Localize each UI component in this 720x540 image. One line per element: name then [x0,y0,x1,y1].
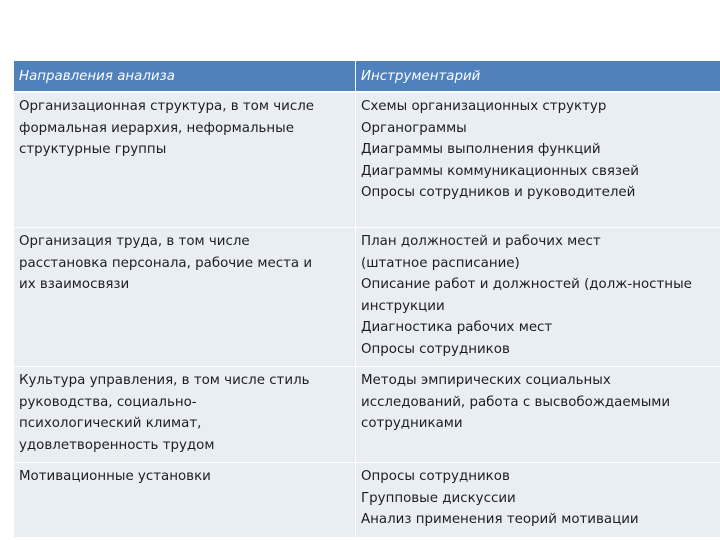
table-row [14,228,720,367]
table-row [14,367,720,463]
cell-line: структурные группы [19,142,167,157]
direction-cell [14,92,356,228]
tools-cell [356,463,720,537]
cell-line: руководства, социально- [19,394,197,410]
table-header-row [14,61,720,92]
cell-line: сотрудниками [361,416,463,431]
cell-line: Мотивационные установки [19,469,211,484]
cell-line: Организационная структура, в том числе [19,99,314,114]
direction-cell [14,463,356,537]
cell-line: План должностей и рабочих мест [361,234,601,249]
direction-cell [14,228,356,367]
cell-line: Организация труда, в том числе [19,234,250,249]
direction-cell [14,367,356,463]
header-tools: Инструментарий [356,61,720,92]
cell-line: Опросы сотрудников [361,469,510,484]
cell-line: Опросы сотрудников и руководителей [361,185,636,200]
cell-line: Групповые дискуссии [361,490,516,506]
cell-line: инструкции [361,298,445,314]
cell-line: Диаграммы коммуникационных связей [361,163,639,179]
cell-line: Диаграммы выполнения функций [361,142,601,157]
cell-line: психологический климат, [19,416,202,431]
cell-line: Анализ применения теорий мотивации [361,512,639,527]
cell-line: Схемы организационных структур [361,99,607,114]
cell-line: Культура управления, в том числе стиль [19,373,310,388]
analysis-table [14,61,720,537]
tools-cell [356,228,720,367]
cell-line: Методы эмпирических социальных [361,373,611,388]
cell-line: формальная иерархия, неформальные [19,120,294,136]
cell-line: Диагностика рабочих мест [361,320,553,335]
cell-line: Опросы сотрудников [361,341,510,357]
table-row [14,92,720,228]
header-direction: Направления анализа [14,61,356,92]
cell-line: исследований, работа с высвобождаемыми [361,394,671,410]
cell-line: (штатное расписание) [361,255,520,271]
cell-line: их взаимосвязи [19,277,130,292]
cell-line: расстановка персонала, рабочие места и [19,255,313,271]
table-row [14,463,720,537]
cell-line: Описание работ и должностей (долж-ностные [361,277,692,292]
tools-cell [356,92,720,228]
cell-line: Органограммы [361,120,467,136]
cell-line: удовлетворенность трудом [19,437,215,453]
tools-cell [356,367,720,463]
